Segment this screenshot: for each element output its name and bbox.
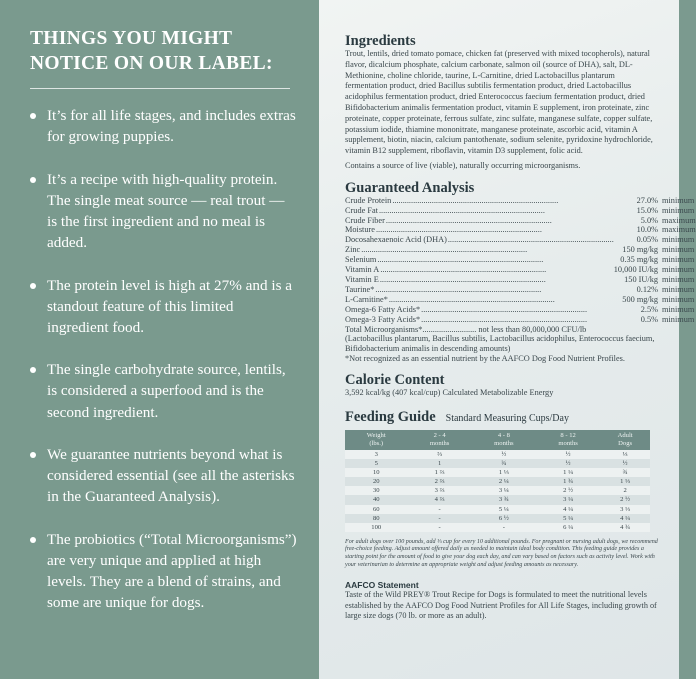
feeding-column-header: 2 - 4 months: [407, 430, 471, 450]
analysis-row: [345, 255, 696, 265]
ingredients-text: Trout, lentils, dried tomato pomace, chicken fat (preserved with mixed tocopherols), natural flavor, dicalcium phosphate, calcium carbonate, salmon oil (source of DHA), salt, DL-Methionine, choline chloride, taurine, L-Carnitine, dried Lactobacillus plantarum fermentation product, dried Bacillus subtilis fermentation product, dried Lactobacillus acidophilus fermentation product, dried Enterococcus faecium fermentation product, dried Bifidobacterium animalis fermentation product, vitamin E supplement, iron proteinate, zinc proteinate, copper proteinate, ferrous sulfate, zinc sulfate, manganese sulfate, copper sulfate, potassium iodide, thiamine mononitrate, manganese proteinate, ascorbic acid, vitamin A supplement, biotin, niacin, calcium pantothenate, sodium selenite, pyridoxine hydrochloride, vitamin B12 supplement, riboflavin, vitamin D3 supplement, folic acid.: [345, 49, 653, 156]
analysis-row: [345, 265, 696, 275]
feeding-cell: ½: [565, 460, 571, 468]
product-label-panel: [319, 0, 696, 679]
feeding-cell: 100: [371, 523, 382, 531]
feeding-cell: ½: [501, 450, 507, 458]
feeding-cell: 2 ¼: [498, 478, 509, 486]
feeding-cell: -: [438, 514, 441, 522]
feeding-cell: 3 ¼: [563, 496, 574, 504]
nutrient-qualifier: maximum: [662, 225, 696, 235]
feeding-cell: 20: [372, 478, 380, 486]
nutrient-qualifier: minimum: [662, 245, 695, 255]
microorganisms-detail: (Lactobacillus plantarum, Bacillus subtilis, Lactobacillus acidophilus, Enterococcus faecium, Bifidobacterium animalis in descending amounts): [345, 334, 655, 354]
feeding-row: [345, 459, 650, 468]
label-highlights-panel: [0, 0, 319, 679]
highlights-heading: [30, 26, 297, 76]
feeding-cell: 1 ¾: [563, 478, 574, 486]
feeding-guide-note: For adult dogs over 100 pounds, add ⅓ cup for every 10 additional pounds. For pregnant or nursing adult dogs, we recommend free-choice feeding. Adjust amount offered daily as needed to maintain ideal body condition. This feeding guide provides a starting point for the amount of food to give your dog each day, and can vary based on factors such as activity level. Work with your veterinarian to determine an appropriate weight and adjust feeding amounts as necessary.: [345, 538, 658, 568]
nutrient-name: Omega-6 Fatty Acids*................................................................................: [345, 304, 588, 314]
nutrient-name: Selenium................................................................................: [345, 255, 544, 265]
calorie-content-title: Calorie Content: [345, 372, 445, 389]
nutrient-value: 0.05%: [636, 235, 659, 245]
feeding-cell: 3 ¾: [498, 496, 509, 504]
feeding-row: [345, 468, 650, 477]
feeding-cell: 5 ¼: [498, 505, 509, 513]
nutrient-qualifier: minimum: [662, 195, 695, 205]
feeding-row: [345, 505, 650, 514]
feeding-guide-header: [345, 409, 659, 425]
nutrient-value: 0.5%: [640, 314, 659, 324]
analysis-row: [345, 196, 696, 206]
microorganisms-value: not less than 80,000,000 CFU/lb: [478, 324, 587, 334]
ingredients-title: Ingredients: [345, 33, 416, 49]
bullet-dot-icon: [30, 367, 36, 373]
feeding-cell: ¾: [622, 469, 628, 477]
nutrient-value: 15.0%: [636, 205, 659, 215]
highlight-item: [30, 359, 297, 422]
nutrient-value: 150 IU/kg: [624, 275, 659, 285]
nutrient-name: Crude Fat................................................................................: [345, 205, 545, 215]
feeding-cell: ⅔: [437, 450, 443, 458]
nutrient-name: Vitamin E................................................................................: [345, 275, 546, 285]
feeding-row: [345, 450, 650, 459]
feeding-cell: ⅓: [622, 450, 628, 458]
nutrient-name: Docosahexaenoic Acid (DHA)................................................................................: [345, 235, 614, 245]
nutrient-value: 5.0%: [640, 215, 659, 225]
feeding-cell: 10: [372, 469, 380, 477]
guaranteed-analysis-title: Guaranteed Analysis: [345, 179, 475, 196]
nutrient-name: Crude Protein................................................................................: [345, 195, 559, 205]
nutrient-qualifier: minimum: [662, 304, 695, 314]
nutrient-qualifier: minimum: [662, 235, 695, 245]
highlights-list: [30, 105, 297, 613]
bullet-dot-icon: [30, 283, 36, 289]
bullet-dot-icon: [30, 177, 36, 183]
heading-line-2: NOTICE ON OUR LABEL:: [30, 53, 273, 74]
analysis-row: [345, 245, 696, 255]
analysis-row: [345, 305, 696, 315]
nutrient-value: 0.12%: [636, 284, 659, 294]
feeding-cell: 1: [437, 460, 442, 468]
nutrient-qualifier: minimum: [662, 275, 695, 285]
feeding-cell: 40: [372, 496, 380, 504]
analysis-row: [345, 235, 696, 245]
analysis-row: [345, 225, 696, 235]
bullet-dot-icon: [30, 452, 36, 458]
highlight-text: We guarantee nutrients beyond what is considered essential (see all the asterisks in the Guaranteed Analysis).: [47, 446, 295, 506]
guaranteed-analysis-table: [345, 196, 696, 325]
feeding-cell: 2 ½: [563, 487, 574, 495]
nutrient-name: Moisture................................................................................: [345, 225, 542, 235]
nutrient-qualifier: minimum: [662, 205, 695, 215]
nutrient-name: Omega-3 Fatty Acids*................................................................................: [345, 314, 588, 324]
feeding-column-header: Weight (lbs.): [345, 430, 407, 450]
feeding-guide-table: [345, 430, 650, 532]
microorganism-note: Contains a source of live (viable), naturally occurring microorganisms.: [345, 160, 581, 170]
analysis-row: [345, 206, 696, 216]
highlight-item: [30, 169, 297, 253]
nutrient-value: 500 mg/kg: [622, 294, 659, 304]
feeding-cell: 1 ¼: [563, 469, 574, 477]
feeding-row: [345, 495, 650, 504]
nutrient-name: L-Carnitine*................................................................................: [345, 294, 555, 304]
highlight-item: [30, 529, 297, 613]
nutrient-name: Vitamin A................................................................................: [345, 265, 547, 275]
nutrient-value: 10.0%: [636, 225, 659, 235]
feeding-cell: 60: [372, 505, 380, 513]
feeding-cell: 2 ⅔: [434, 478, 445, 486]
feeding-cell: 1 ⅓: [498, 469, 509, 477]
feeding-cell: 30: [372, 487, 380, 495]
feeding-cell: 4 ¼: [563, 505, 574, 513]
feeding-cell: 6 ½: [498, 514, 509, 522]
nutrient-qualifier: minimum: [662, 294, 695, 304]
nutrient-name: Zinc................................................................................: [345, 245, 528, 255]
feeding-row: [345, 477, 650, 486]
analysis-footnote: *Not recognized as an essential nutrient by the AAFCO Dog Food Nutrient Profiles.: [345, 354, 625, 364]
feeding-cell: 80: [372, 514, 380, 522]
microorganisms-row: Total Microorganisms*.......................... not less than 80,000,000 CFU/lb: [345, 324, 587, 334]
feeding-column-header: Adult Dogs: [600, 430, 650, 450]
nutrient-name: Crude Fiber................................................................................: [345, 215, 552, 225]
highlight-item: [30, 275, 297, 338]
heading-line-1: THINGS YOU MIGHT: [30, 28, 233, 49]
feeding-row: [345, 486, 650, 495]
nutrient-value: 150 mg/kg: [622, 245, 659, 255]
aafco-statement-title: AAFCO Statement: [345, 580, 419, 591]
feeding-cell: ½: [565, 450, 571, 458]
feeding-cell: 3 ⅓: [620, 505, 631, 513]
feeding-column-header: 8 - 12 months: [536, 430, 600, 450]
highlight-item: [30, 444, 297, 507]
highlight-text: The probiotics (“Total Microorganisms”) are very unique and applied at high levels. They are a blend of strains, and some are unique for dogs.: [47, 530, 297, 612]
highlight-text: The single carbohydrate source, lentils, is considered a superfood and is the second ingredient.: [47, 361, 286, 421]
feeding-cell: ¾: [501, 460, 507, 468]
nutrient-value: 0.35 mg/kg: [620, 255, 659, 265]
nutrient-value: 10,000 IU/kg: [613, 265, 659, 275]
highlight-text: The protein level is high at 27% and is a standout feature of this limited ingredient food.: [47, 276, 293, 336]
nutrient-qualifier: minimum: [662, 255, 695, 265]
nutrient-value: 27.0%: [636, 195, 659, 205]
analysis-row: [345, 315, 696, 325]
calorie-content-text: 3,592 kcal/kg (407 kcal/cup) Calculated Metabolizable Energy: [345, 388, 554, 398]
feeding-cell: -: [438, 523, 441, 531]
feeding-cell: 5: [374, 460, 378, 468]
feeding-cell: 5 ¼: [563, 514, 574, 522]
nutrient-qualifier: minimum: [662, 265, 695, 275]
nutrient-qualifier: maximum: [662, 215, 696, 225]
analysis-row: [345, 216, 696, 226]
feeding-cell: -: [502, 523, 505, 531]
feeding-cell: 3 ¼: [498, 487, 509, 495]
feeding-cell: ½: [622, 460, 628, 468]
nutrient-qualifier: minimum: [662, 314, 695, 324]
nutrient-value: 2.5%: [640, 304, 659, 314]
feeding-cell: -: [438, 505, 441, 513]
highlight-item: [30, 105, 297, 147]
heading-divider: [30, 88, 290, 89]
feeding-cell: 2 ½: [620, 496, 631, 504]
feeding-cell: 3: [374, 450, 378, 458]
feeding-cell: 4 ¾: [620, 523, 631, 531]
feeding-guide-title: Feeding Guide: [345, 408, 436, 425]
aafco-statement-text: Taste of the Wild PREY® Trout Recipe for Dogs is formulated to meet the nutritional levels established by the AAFCO Dog Food Nutrient Profiles for All Life Stages, including growth of large size dogs (70 lb. or more as an adult).: [345, 590, 657, 621]
feeding-cell: 1 ⅔: [434, 469, 445, 477]
analysis-row: [345, 295, 696, 305]
feeding-cell: 6 ¼: [563, 523, 574, 531]
feeding-cell: 4 ⅔: [434, 496, 445, 504]
highlight-text: It’s a recipe with high-quality protein. The single meat source — real trout — is the first ingredient and no meal is added.: [47, 170, 285, 251]
feeding-cell: 1 ⅓: [620, 478, 631, 486]
highlight-text: It’s for all life stages, and includes extras for growing puppies.: [47, 107, 296, 146]
bullet-dot-icon: [30, 537, 36, 543]
feeding-cell: 3 ⅔: [434, 487, 445, 495]
microorganisms-label: Total Microorganisms*: [345, 324, 423, 334]
analysis-row: [345, 275, 696, 285]
feeding-cell: 4 ¼: [620, 514, 631, 522]
bullet-dot-icon: [30, 113, 36, 119]
feeding-column-header: 4 - 8 months: [472, 430, 536, 450]
feeding-guide-subtitle: Standard Measuring Cups/Day: [445, 412, 569, 424]
feeding-cell: 2: [623, 487, 627, 495]
feeding-row: [345, 514, 650, 523]
nutrient-qualifier: minimum: [662, 284, 695, 294]
analysis-row: [345, 285, 696, 295]
nutrient-name: Taurine*................................................................................: [345, 284, 542, 294]
feeding-row: [345, 523, 650, 532]
